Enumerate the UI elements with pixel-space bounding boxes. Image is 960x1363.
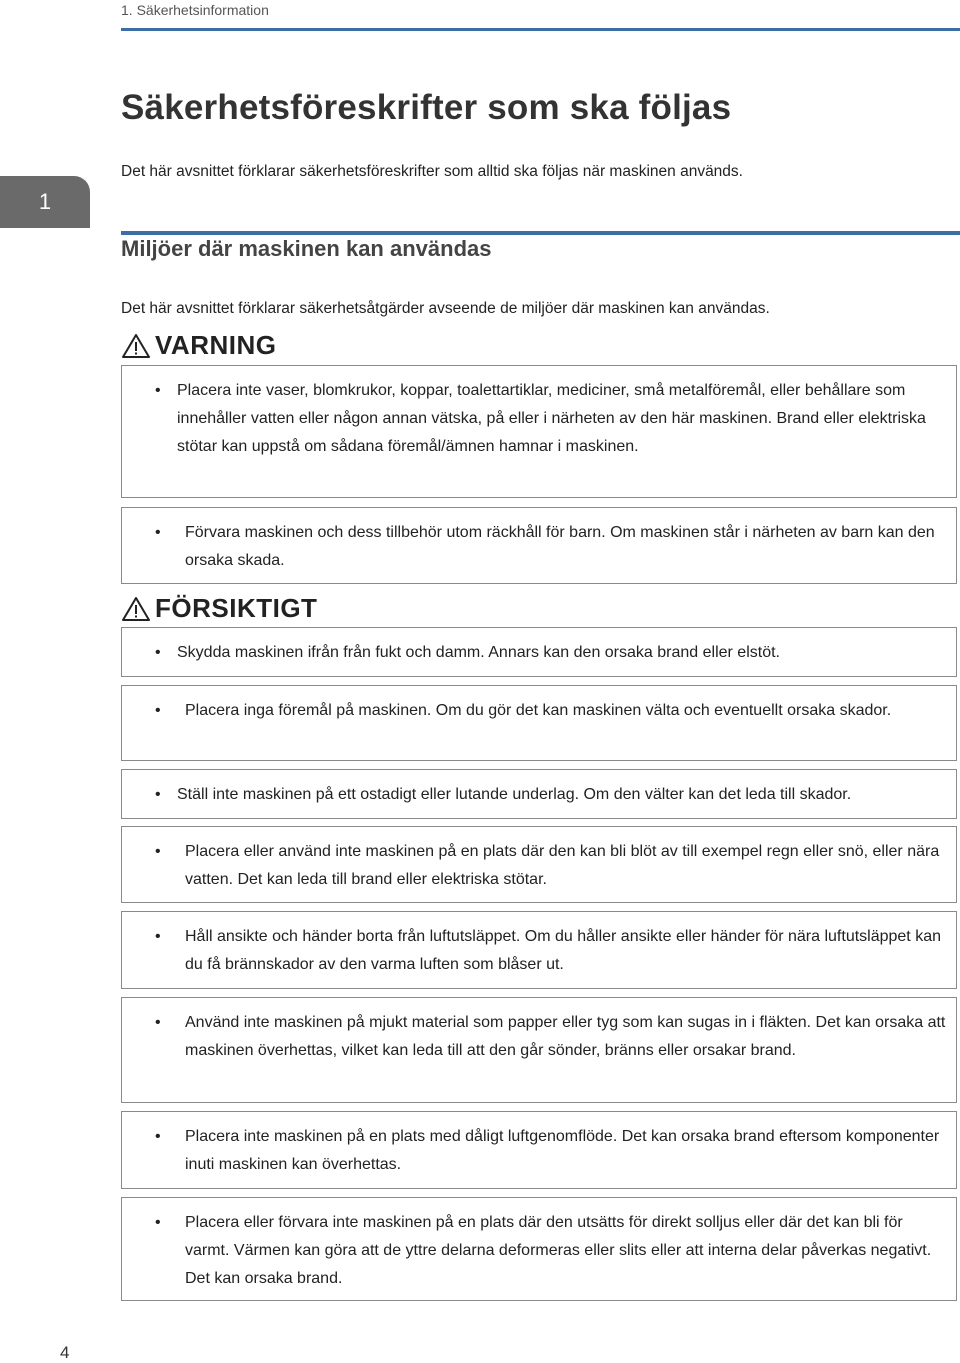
warning-heading bbox=[121, 330, 276, 361]
bullet-icon: • bbox=[155, 843, 161, 860]
caution-label: FÖRSIKTIGT bbox=[155, 593, 318, 623]
caution-box-3 bbox=[121, 769, 957, 819]
page-intro: Det här avsnittet förklarar säkerhetsföreskrifter som alltid ska följas när maskinen används. bbox=[121, 163, 743, 180]
warning-item: Placera inte vaser, blomkrukor, koppar, toalettartiklar, mediciner, små metalföremål, eller behållare som innehåller vatten eller någon annan vätska, på eller i närheten av den här maskinen. Brand eller elektriska stötar kan uppstå om sådana föremål/ämnen hamnar i maskinen. bbox=[177, 382, 926, 455]
warning-label: VARNING bbox=[155, 330, 277, 360]
caution-heading bbox=[121, 593, 317, 624]
caution-box-6 bbox=[121, 997, 957, 1103]
caution-box-1 bbox=[121, 627, 957, 677]
caution-item: Placera inte maskinen på en plats med dåligt luftgenomflöde. Det kan orsaka brand eftersom komponenter inuti maskinen kan överhettas. bbox=[185, 1128, 940, 1173]
caution-item: Ställ inte maskinen på ett ostadigt eller lutande underlag. Om den välter kan det leda till skador. bbox=[177, 786, 852, 803]
bullet-icon: • bbox=[155, 644, 161, 661]
caution-item: Skydda maskinen ifrån från fukt och damm. Annars kan den orsaka brand eller elstöt. bbox=[177, 644, 780, 661]
bullet-icon: • bbox=[155, 1014, 161, 1031]
warning-box-1 bbox=[121, 365, 957, 498]
bullet-icon: • bbox=[155, 928, 161, 945]
bullet-icon: • bbox=[155, 1128, 161, 1145]
caution-item: Håll ansikte och händer borta från luftutsläppet. Om du håller ansikte eller händer för nära luftutsläppet kan du få brännskador av den varma luften som blåser ut. bbox=[185, 928, 941, 973]
bullet-icon: • bbox=[155, 382, 161, 399]
bullet-icon: • bbox=[155, 524, 161, 541]
caution-box-4 bbox=[121, 826, 957, 903]
caution-item: Placera inga föremål på maskinen. Om du gör det kan maskinen välta och eventuellt orsaka skador. bbox=[185, 702, 892, 719]
section-rule bbox=[121, 231, 960, 235]
section-title: Miljöer där maskinen kan användas bbox=[121, 236, 492, 261]
running-header: 1. Säkerhetsinformation bbox=[121, 2, 269, 18]
warning-box-2 bbox=[121, 507, 957, 584]
caution-item: Placera eller använd inte maskinen på en plats där den kan bli blöt av till exempel regn eller snö, eller nära vatten. Det kan leda till brand eller elektriska stötar. bbox=[185, 843, 940, 888]
section-intro: Det här avsnittet förklarar säkerhetsåtgärder avseende de miljöer där maskinen kan användas. bbox=[121, 300, 770, 317]
caution-box-2 bbox=[121, 685, 957, 761]
bullet-icon: • bbox=[155, 702, 161, 719]
header-rule bbox=[121, 28, 960, 31]
warning-item: Förvara maskinen och dess tillbehör utom räckhåll för barn. Om maskinen står i närheten av barn kan den orsaka skada. bbox=[185, 524, 935, 569]
page-number: 4 bbox=[60, 1343, 70, 1362]
caution-box-5 bbox=[121, 911, 957, 989]
caution-box-7 bbox=[121, 1111, 957, 1189]
caution-triangle-icon bbox=[121, 596, 151, 622]
caution-box-8 bbox=[121, 1197, 957, 1301]
caution-item: Använd inte maskinen på mjukt material som papper eller tyg som kan sugas in i fläkten. Det kan orsaka att maskinen överhettas, vilket kan leda till att den går sönder, bränns eller orsakar brand. bbox=[185, 1014, 946, 1059]
warning-triangle-icon bbox=[121, 333, 151, 359]
caution-item: Placera eller förvara inte maskinen på en plats där den utsätts för direkt solljus eller där det kan bli för varmt. Värmen kan göra att de yttre delarna deformeras eller slits eller att interna delar påverkas negativt. Det kan orsaka brand. bbox=[185, 1214, 932, 1287]
page-title: Säkerhetsföreskrifter som ska följas bbox=[121, 88, 732, 127]
bullet-icon: • bbox=[155, 786, 161, 803]
chapter-tab: 1 bbox=[0, 176, 90, 228]
bullet-icon: • bbox=[155, 1214, 161, 1231]
